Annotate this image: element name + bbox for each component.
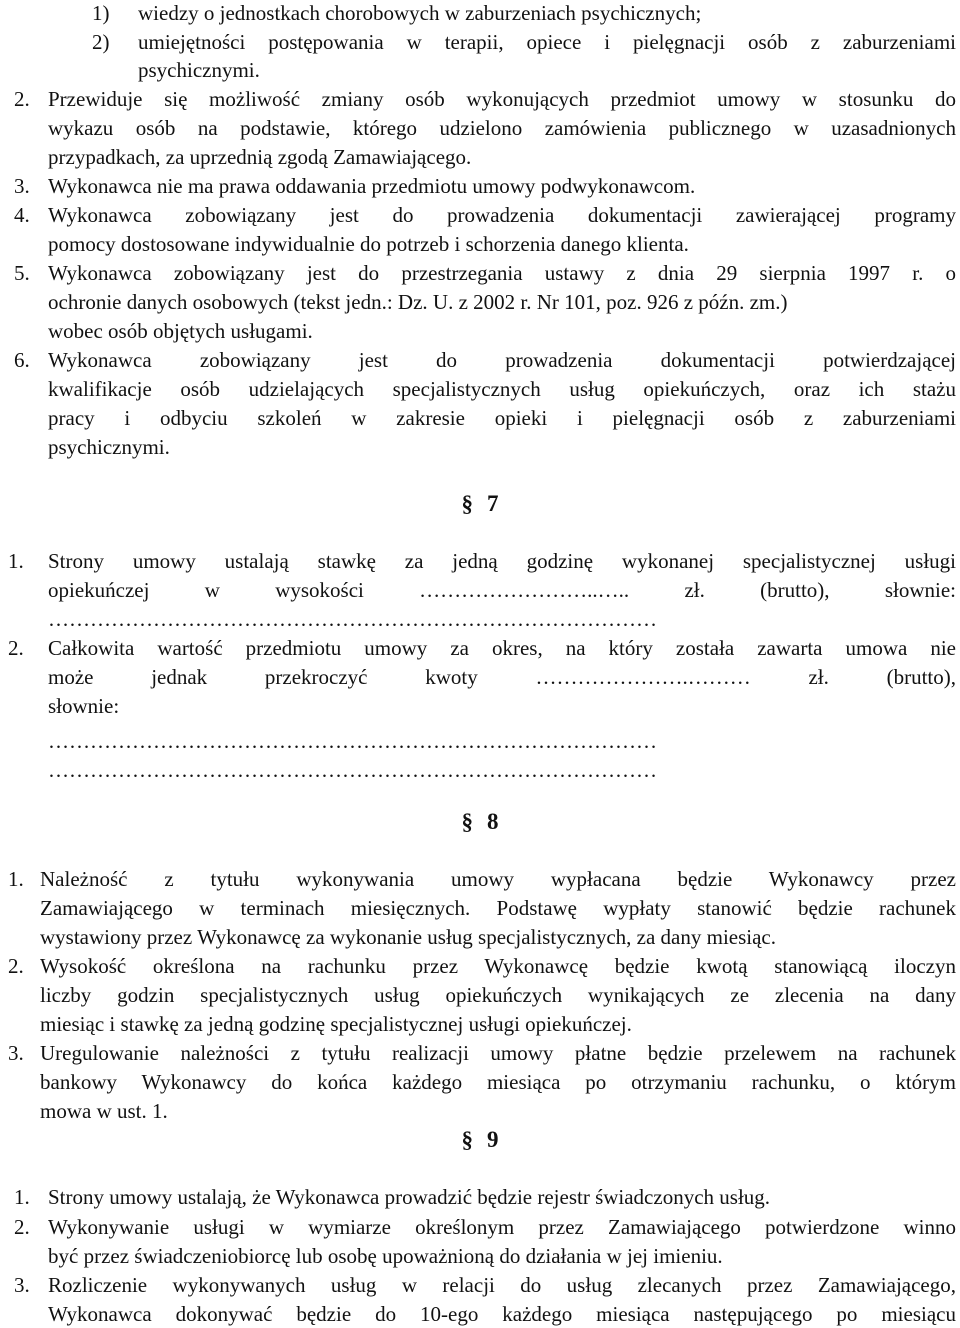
section-heading-8	[0, 808, 960, 836]
item-line: mowa w ust. 1.	[40, 1099, 168, 1123]
top-list-line: wiedzy o jednostkach chorobowych w zaburzeniach psychicznych;	[138, 1, 702, 25]
item-line: słownie:	[48, 694, 120, 718]
item-line: liczby godzin specjalistycznych usług opiekuńczych wynikających ze zlecenia na dany	[40, 983, 956, 1007]
section-number: 7	[487, 491, 499, 516]
item-line: wobec osób objętych usługami.	[48, 319, 313, 343]
item-line: miesiąc i stawkę za jedną godzinę specjalistycznej usługi opiekuńczej.	[40, 1012, 632, 1036]
item-number: 3.	[14, 174, 30, 198]
item-line: Wysokość określona na rachunku przez Wykonawcę będzie kwotą stanowiącą iloczyn	[40, 954, 956, 978]
item-number: 3.	[8, 1041, 24, 1065]
paragraph-sign: §	[461, 1127, 473, 1152]
item-line: Przewiduje się możliwość zmiany osób wykonujących przedmiot umowy w stosunku do	[48, 87, 956, 111]
item-line: wykazu osób na podstawie, którego udzielono zamówienia publicznego w uzasadnionych	[48, 116, 956, 140]
item-line: pomocy dostosowane indywidualnie do potrzeb i schorzenia danego klienta.	[48, 232, 689, 256]
top-list-line: umiejętności postępowania w terapii, opiece i pielęgnacji osób z zaburzeniami	[138, 30, 956, 54]
item-line: ochronie danych osobowych (tekst jedn.: Dz. U. z 2002 r. Nr 101, poz. 926 z późn. zm.)	[48, 290, 788, 314]
item-line: kwalifikacje osób udzielających specjalistycznych usług opiekuńczych, oraz ich stażu	[48, 377, 956, 401]
item-number: 4.	[14, 203, 30, 227]
item-line: przypadkach, za uprzednią zgodą Zamawiającego.	[48, 145, 472, 169]
item-line: ……………………………………………………………………………	[48, 729, 657, 753]
top-list-line: psychicznymi.	[138, 58, 260, 82]
item-line: może jednak przekroczyć kwoty ………………….……… zł. (brutto),	[48, 665, 956, 689]
section-heading-9	[0, 1126, 960, 1154]
top-list-number-2: 2)	[92, 30, 110, 54]
item-line: ……………………………………………………………………………	[48, 607, 657, 631]
item-number: 1.	[14, 1185, 30, 1209]
item-number: 6.	[14, 348, 30, 372]
item-number: 2.	[8, 636, 24, 660]
item-line: Całkowita wartość przedmiotu umowy za okres, na który została zawarta umowa nie	[48, 636, 956, 660]
item-line: Strony umowy ustalają, że Wykonawca prowadzić będzie rejestr świadczonych usług.	[48, 1185, 771, 1209]
item-line: Wykonawca zobowiązany jest do prowadzenia dokumentacji potwierdzającej	[48, 348, 956, 372]
item-line: Należność z tytułu wykonywania umowy wypłacana będzie Wykonawcy przez	[40, 867, 956, 891]
section-heading-7	[0, 490, 960, 518]
item-number: 2.	[14, 1215, 30, 1239]
item-line: ……………………………………………………………………………	[48, 758, 657, 782]
item-number: 1.	[8, 549, 24, 573]
item-line: Wykonawca nie ma prawa oddawania przedmiotu umowy podwykonawcom.	[48, 174, 696, 198]
item-line: Rozliczenie wykonywanych usług w relacji do usług zlecanych przez Zamawiającego,	[48, 1273, 956, 1297]
item-line: Uregulowanie należności z tytułu realizacji umowy płatne będzie przelewem na rachunek	[40, 1041, 956, 1065]
item-number: 2.	[8, 954, 24, 978]
item-line: Wykonawca zobowiązany jest do przestrzegania ustawy z dnia 29 sierpnia 1997 r. o	[48, 261, 956, 285]
top-list-number-1: 1)	[92, 1, 110, 25]
section-number: 8	[487, 809, 499, 834]
item-line: pracy i odbyciu szkoleń w zakresie opieki i pielęgnacji osób z zaburzeniami	[48, 406, 956, 430]
item-line: opiekuńczej w wysokości ……………………..….. zł. (brutto), słownie:	[48, 578, 956, 602]
paragraph-sign: §	[461, 491, 473, 516]
paragraph-sign: §	[461, 809, 473, 834]
item-line: bankowy Wykonawcy do końca każdego miesiąca po otrzymaniu rachunku, o którym	[40, 1070, 956, 1094]
item-number: 5.	[14, 261, 30, 285]
item-line: psychicznymi.	[48, 435, 170, 459]
item-number: 2.	[14, 87, 30, 111]
item-line: Wykonawca dokonywać będzie do 10-ego każdego miesiąca następującego po miesiącu	[48, 1302, 956, 1326]
item-number: 1.	[8, 867, 24, 891]
item-line: Wykonawca zobowiązany jest do prowadzenia dokumentacji zawierającej programy	[48, 203, 956, 227]
item-line: Zamawiającego w terminach miesięcznych. Podstawę wypłaty stanowić będzie rachunek	[40, 896, 956, 920]
item-line: Wykonywanie usługi w wymiarze określonym przez Zamawiającego potwierdzone winno	[48, 1215, 956, 1239]
item-line: wystawiony przez Wykonawcę za wykonanie usług specjalistycznych, za dany miesiąc.	[40, 925, 777, 949]
item-number: 3.	[14, 1273, 30, 1297]
section-number: 9	[487, 1127, 499, 1152]
item-line: Strony umowy ustalają stawkę za jedną godzinę wykonanej specjalistycznej usługi	[48, 549, 956, 573]
item-line: być przez świadczeniobiorcę lub osobę upoważnioną do działania w jej imieniu.	[48, 1244, 723, 1268]
